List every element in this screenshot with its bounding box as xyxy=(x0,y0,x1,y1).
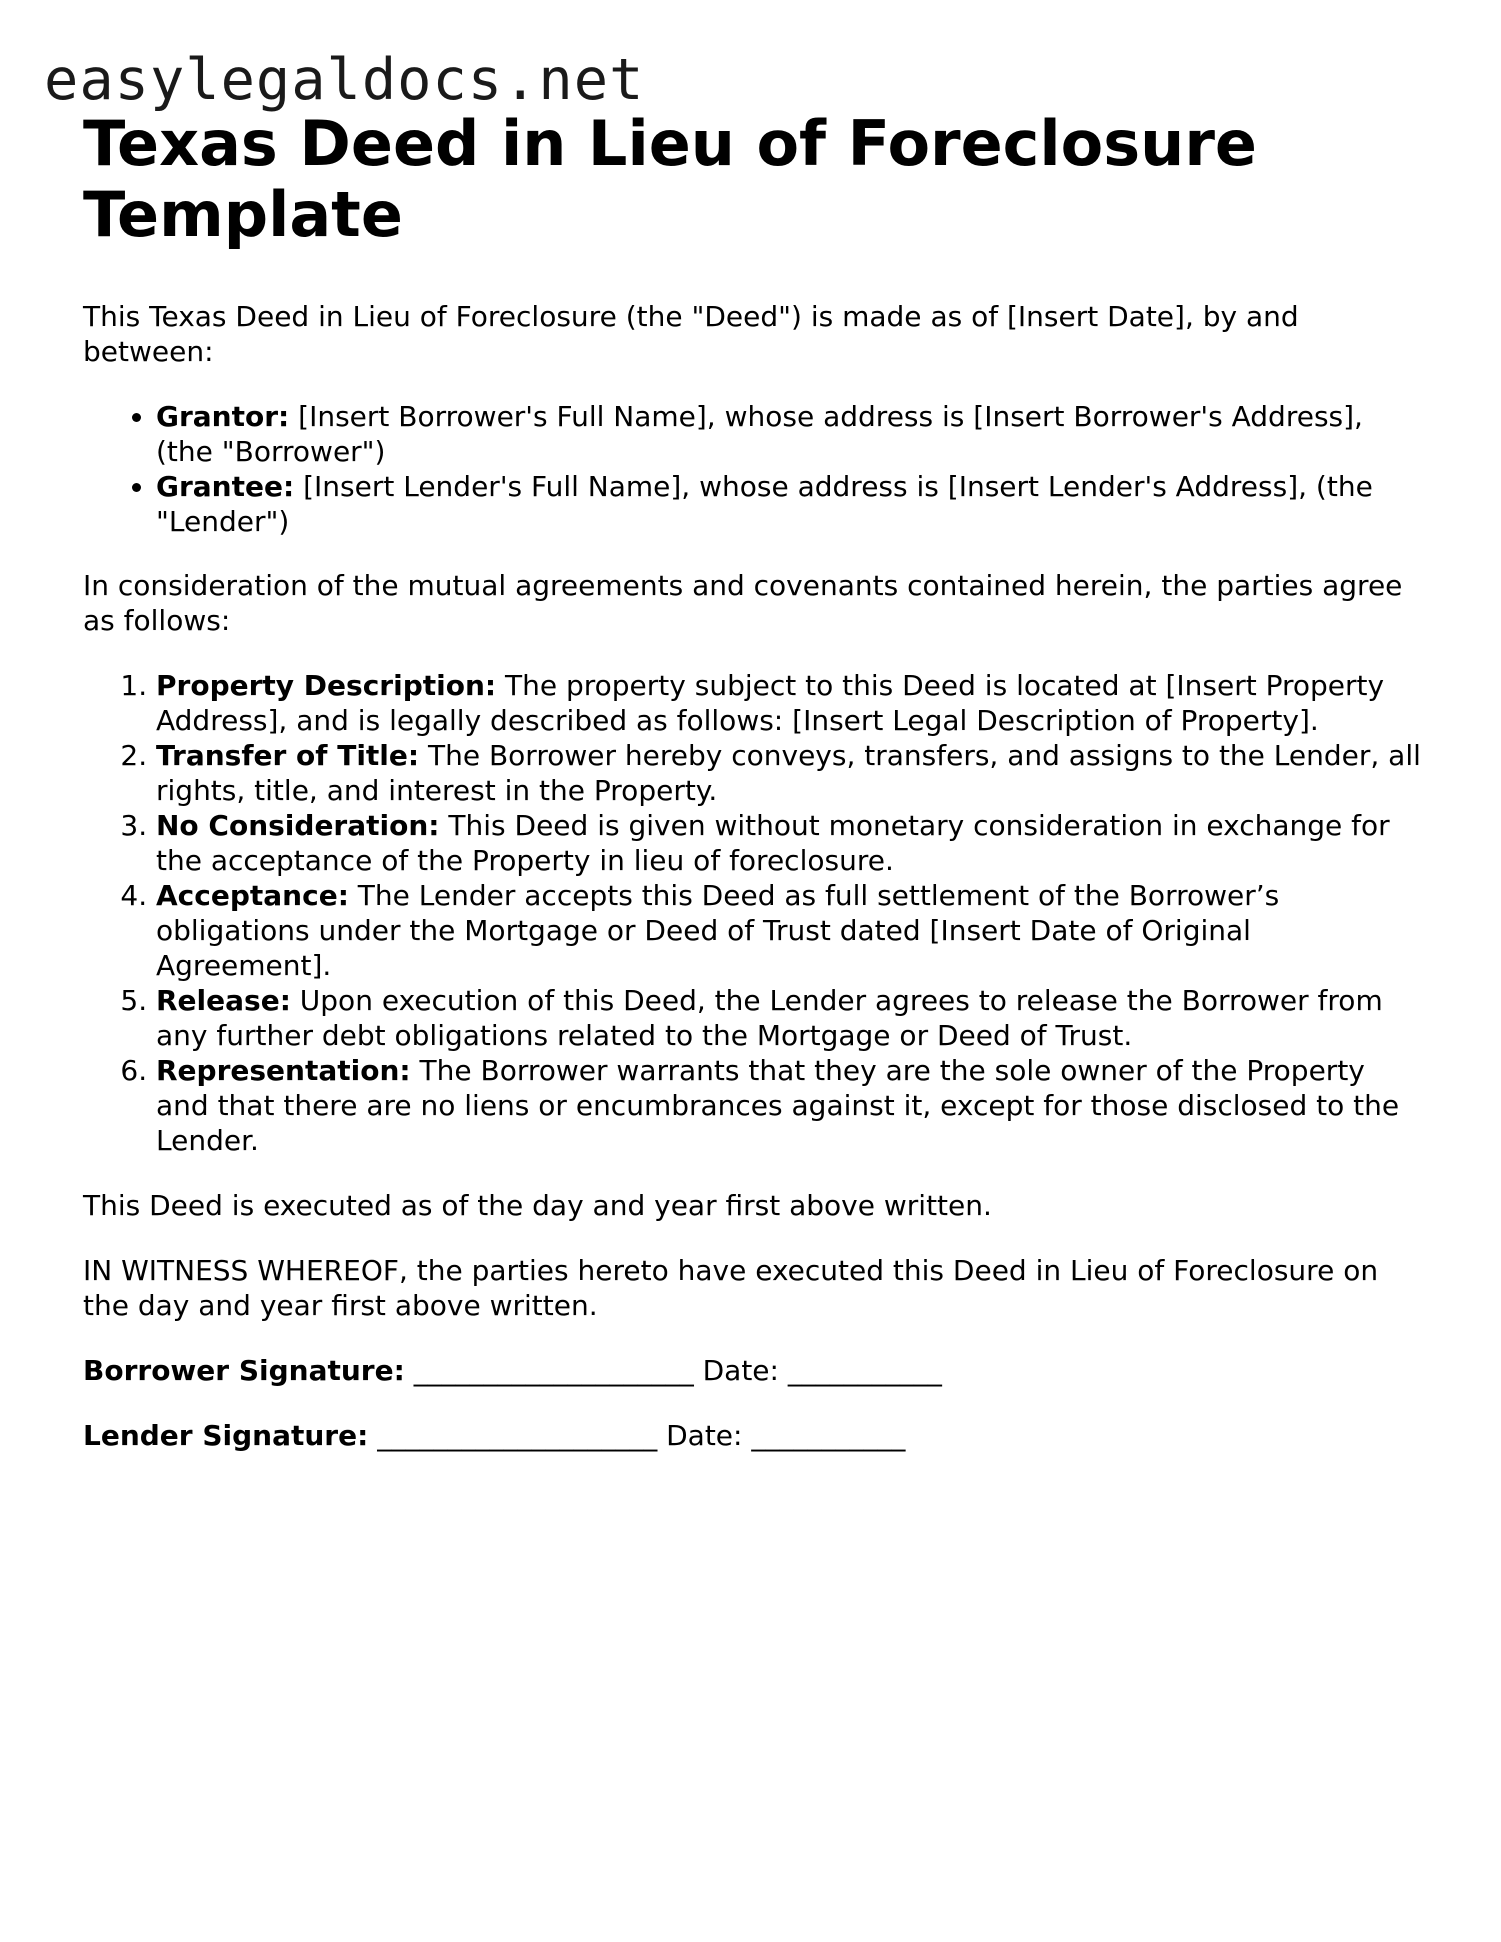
term-property-description xyxy=(156,668,1423,738)
executed-paragraph: This Deed is executed as of the day and year first above written. xyxy=(83,1189,992,1222)
party-label: Grantor: xyxy=(156,400,290,433)
term-label: Acceptance: xyxy=(156,879,349,912)
intro-paragraph: This Texas Deed in Lieu of Foreclosure (the "Deed") is made as of [Insert Date], by and between: xyxy=(83,300,1299,368)
witness-paragraph: IN WITNESS WHEREOF, the parties hereto have executed this Deed in Lieu of Foreclosure on the day and year first above written. xyxy=(83,1254,1379,1322)
term-release xyxy=(156,983,1423,1053)
term-text: The Lender accepts this Deed as full settlement of the Borrower’s obligations under the Mortgage or Deed of Trust dated [Insert Date of Original Agreement]. xyxy=(156,879,1280,982)
document-title: Texas Deed in Lieu of Foreclosure Template xyxy=(83,107,1257,251)
lender-signature-line xyxy=(83,1418,1423,1453)
term-representation xyxy=(156,1053,1423,1158)
consideration-paragraph: In consideration of the mutual agreements and covenants contained herein, the parties agree as follows: xyxy=(83,569,1403,637)
borrower-signature-blanks: ____________________ Date: ___________ xyxy=(404,1354,942,1387)
term-transfer-of-title xyxy=(156,738,1423,808)
term-label: Property Description: xyxy=(156,669,497,702)
term-label: Representation: xyxy=(156,1054,411,1087)
term-text: The Borrower warrants that they are the sole owner of the Property and that there are no liens or encumbrances against it, except for those disclosed to the Lender. xyxy=(156,1054,1400,1157)
party-text: [Insert Lender's Full Name], whose address is [Insert Lender's Address], (the "Lender") xyxy=(156,470,1373,538)
term-label: Release: xyxy=(156,984,291,1017)
party-grantee xyxy=(156,469,1423,539)
term-text: The Borrower hereby conveys, transfers, and assigns to the Lender, all rights, title, and interest in the Property. xyxy=(156,739,1421,807)
term-text: The property subject to this Deed is located at [Insert Property Address], and is legally described as follows: [Insert Legal Description of Property]. xyxy=(156,669,1385,737)
party-grantor xyxy=(156,399,1423,469)
term-text: Upon execution of this Deed, the Lender agrees to release the Borrower from any further debt obligations related to the Mortgage or Deed of Trust. xyxy=(156,984,1383,1052)
term-label: Transfer of Title: xyxy=(156,739,420,772)
document-body xyxy=(83,108,1423,1453)
term-no-consideration xyxy=(156,808,1423,878)
term-acceptance xyxy=(156,878,1423,983)
term-label: No Consideration: xyxy=(156,809,440,842)
borrower-signature-line xyxy=(83,1353,1423,1388)
parties-list xyxy=(83,399,1423,539)
lender-signature-blanks: ____________________ Date: ___________ xyxy=(368,1419,906,1452)
term-text: This Deed is given without monetary consideration in exchange for the acceptance of the Property in lieu of foreclosure. xyxy=(156,809,1390,877)
party-text: [Insert Borrower's Full Name], whose address is [Insert Borrower's Address], (the "Borrower") xyxy=(156,400,1363,468)
site-watermark: easylegaldocs.net xyxy=(44,47,645,113)
terms-list xyxy=(83,668,1423,1158)
borrower-signature-label: Borrower Signature: xyxy=(83,1354,405,1387)
party-label: Grantee: xyxy=(156,470,295,503)
lender-signature-label: Lender Signature: xyxy=(83,1419,369,1452)
